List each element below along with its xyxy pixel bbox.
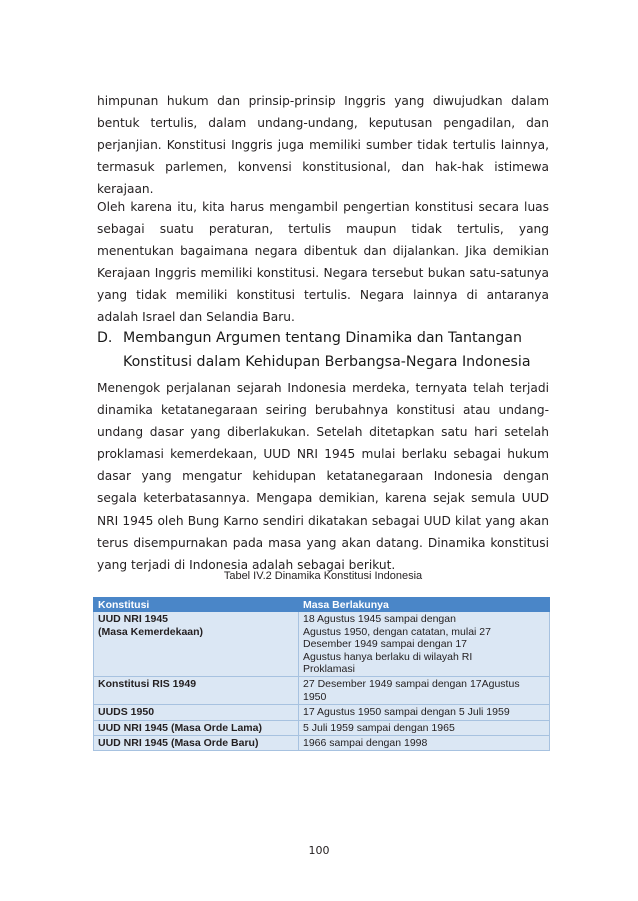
cell-konstitusi [94,612,299,677]
section-heading [97,326,557,374]
cell-konstitusi [94,705,299,720]
cell-line: 5 Juli 1959 sampai dengan 1965 [303,721,455,734]
cell-line: 1950 [303,690,327,703]
table-header-row [94,598,550,612]
column-header-konstitusi: Konstitusi [94,598,299,612]
section-title-line-1: Membangun Argumen tentang Dinamika dan Tantangan [123,330,522,346]
cell-line: Proklamasi [303,663,355,676]
cell-line: Desember 1949 sampai dengan 17 [303,638,468,651]
cell-line: Konstitusi RIS 1949 [98,678,197,691]
cell-line: 27 Desember 1949 sampai dengan 17Agustus [303,678,520,691]
cell-line: 18 Agustus 1945 sampai dengan [303,613,456,626]
cell-line: 17 Agustus 1950 sampai dengan 5 Juli 1959 [303,706,510,719]
cell-line: UUDS 1950 [98,706,155,719]
cell-line: (Masa Kemerdekaan) [98,625,204,638]
cell-line: UUD NRI 1945 [98,613,169,626]
paragraph-3: Menengok perjalanan sejarah Indonesia merdeka, ternyata telah terjadi dinamika ketatanegaraan seiring berubahnya konstitusi atau undang-undang dasar yang diberlakukan. Setelah ditetapkan satu hari setelah proklamasi kemerdekaan, UUD NRI 1945 mulai berlaku sebagai hukum dasar yang mengatur kehidupan ketatanegaraan Indonesia dengan segala keterbatasannya. Mengapa demikian, karena sejak semula UUD NRI 1945 oleh Bung Karno sendiri dikatakan sebagai UUD kilat yang akan terus disempurnakan pada masa yang akan datang. Dinamika konstitusi yang terjadi di Indonesia adalah sebagai berikut. [97,381,549,572]
section-number: D. [97,330,113,346]
cell-line: Agustus hanya berlaku di wilayah RI [303,650,473,663]
cell-masa-berlakunya [299,677,550,705]
cell-line: 1966 sampai dengan 1998 [303,737,428,750]
paragraph-1: himpunan hukum dan prinsip-prinsip Inggris yang diwujudkan dalam bentuk tertulis, dalam undang-undang, keputusan pengadilan, dan perjanjian. Konstitusi Inggris juga memiliki sumber tidak tertulis lainnya, termasuk parlemen, konvensi konstitusional, dan hak-hak istimewa kerajaan. [97,94,549,197]
cell-masa-berlakunya [299,612,550,677]
table-row [94,612,550,677]
table-row [94,736,550,751]
cell-line: Agustus 1950, dengan catatan, mulai 27 [303,625,491,638]
cell-konstitusi [94,720,299,735]
cell-masa-berlakunya [299,705,550,720]
cell-line: UUD NRI 1945 (Masa Orde Lama) [98,721,262,734]
table-row [94,705,550,720]
table-caption: Tabel IV.2 Dinamika Konstitusi Indonesia [223,570,423,582]
table-row [94,720,550,735]
cell-line: UUD NRI 1945 (Masa Orde Baru) [98,737,259,750]
paragraph-2: Oleh karena itu, kita harus mengambil pengertian konstitusi secara luas sebagai suatu peraturan, tertulis maupun tidak tertulis, yang menentukan bagaimana negara dibentuk dan dijalankan. Jika demikian Kerajaan Inggris memiliki konstitusi. Negara tersebut bukan satu-satunya yang tidak memiliki konstitusi tertulis. Negara lainnya di antaranya adalah Israel dan Selandia Baru. [97,200,549,325]
cell-konstitusi [94,677,299,705]
cell-konstitusi [94,736,299,751]
page-number: 100 [308,844,330,857]
column-header-masa-berlakunya: Masa Berlakunya [299,598,550,612]
cell-masa-berlakunya [299,720,550,735]
table-row [94,677,550,705]
section-title-line-2: Konstitusi dalam Kehidupan Berbangsa-Negara Indonesia [123,354,531,370]
constitution-table [93,597,550,751]
cell-masa-berlakunya [299,736,550,751]
